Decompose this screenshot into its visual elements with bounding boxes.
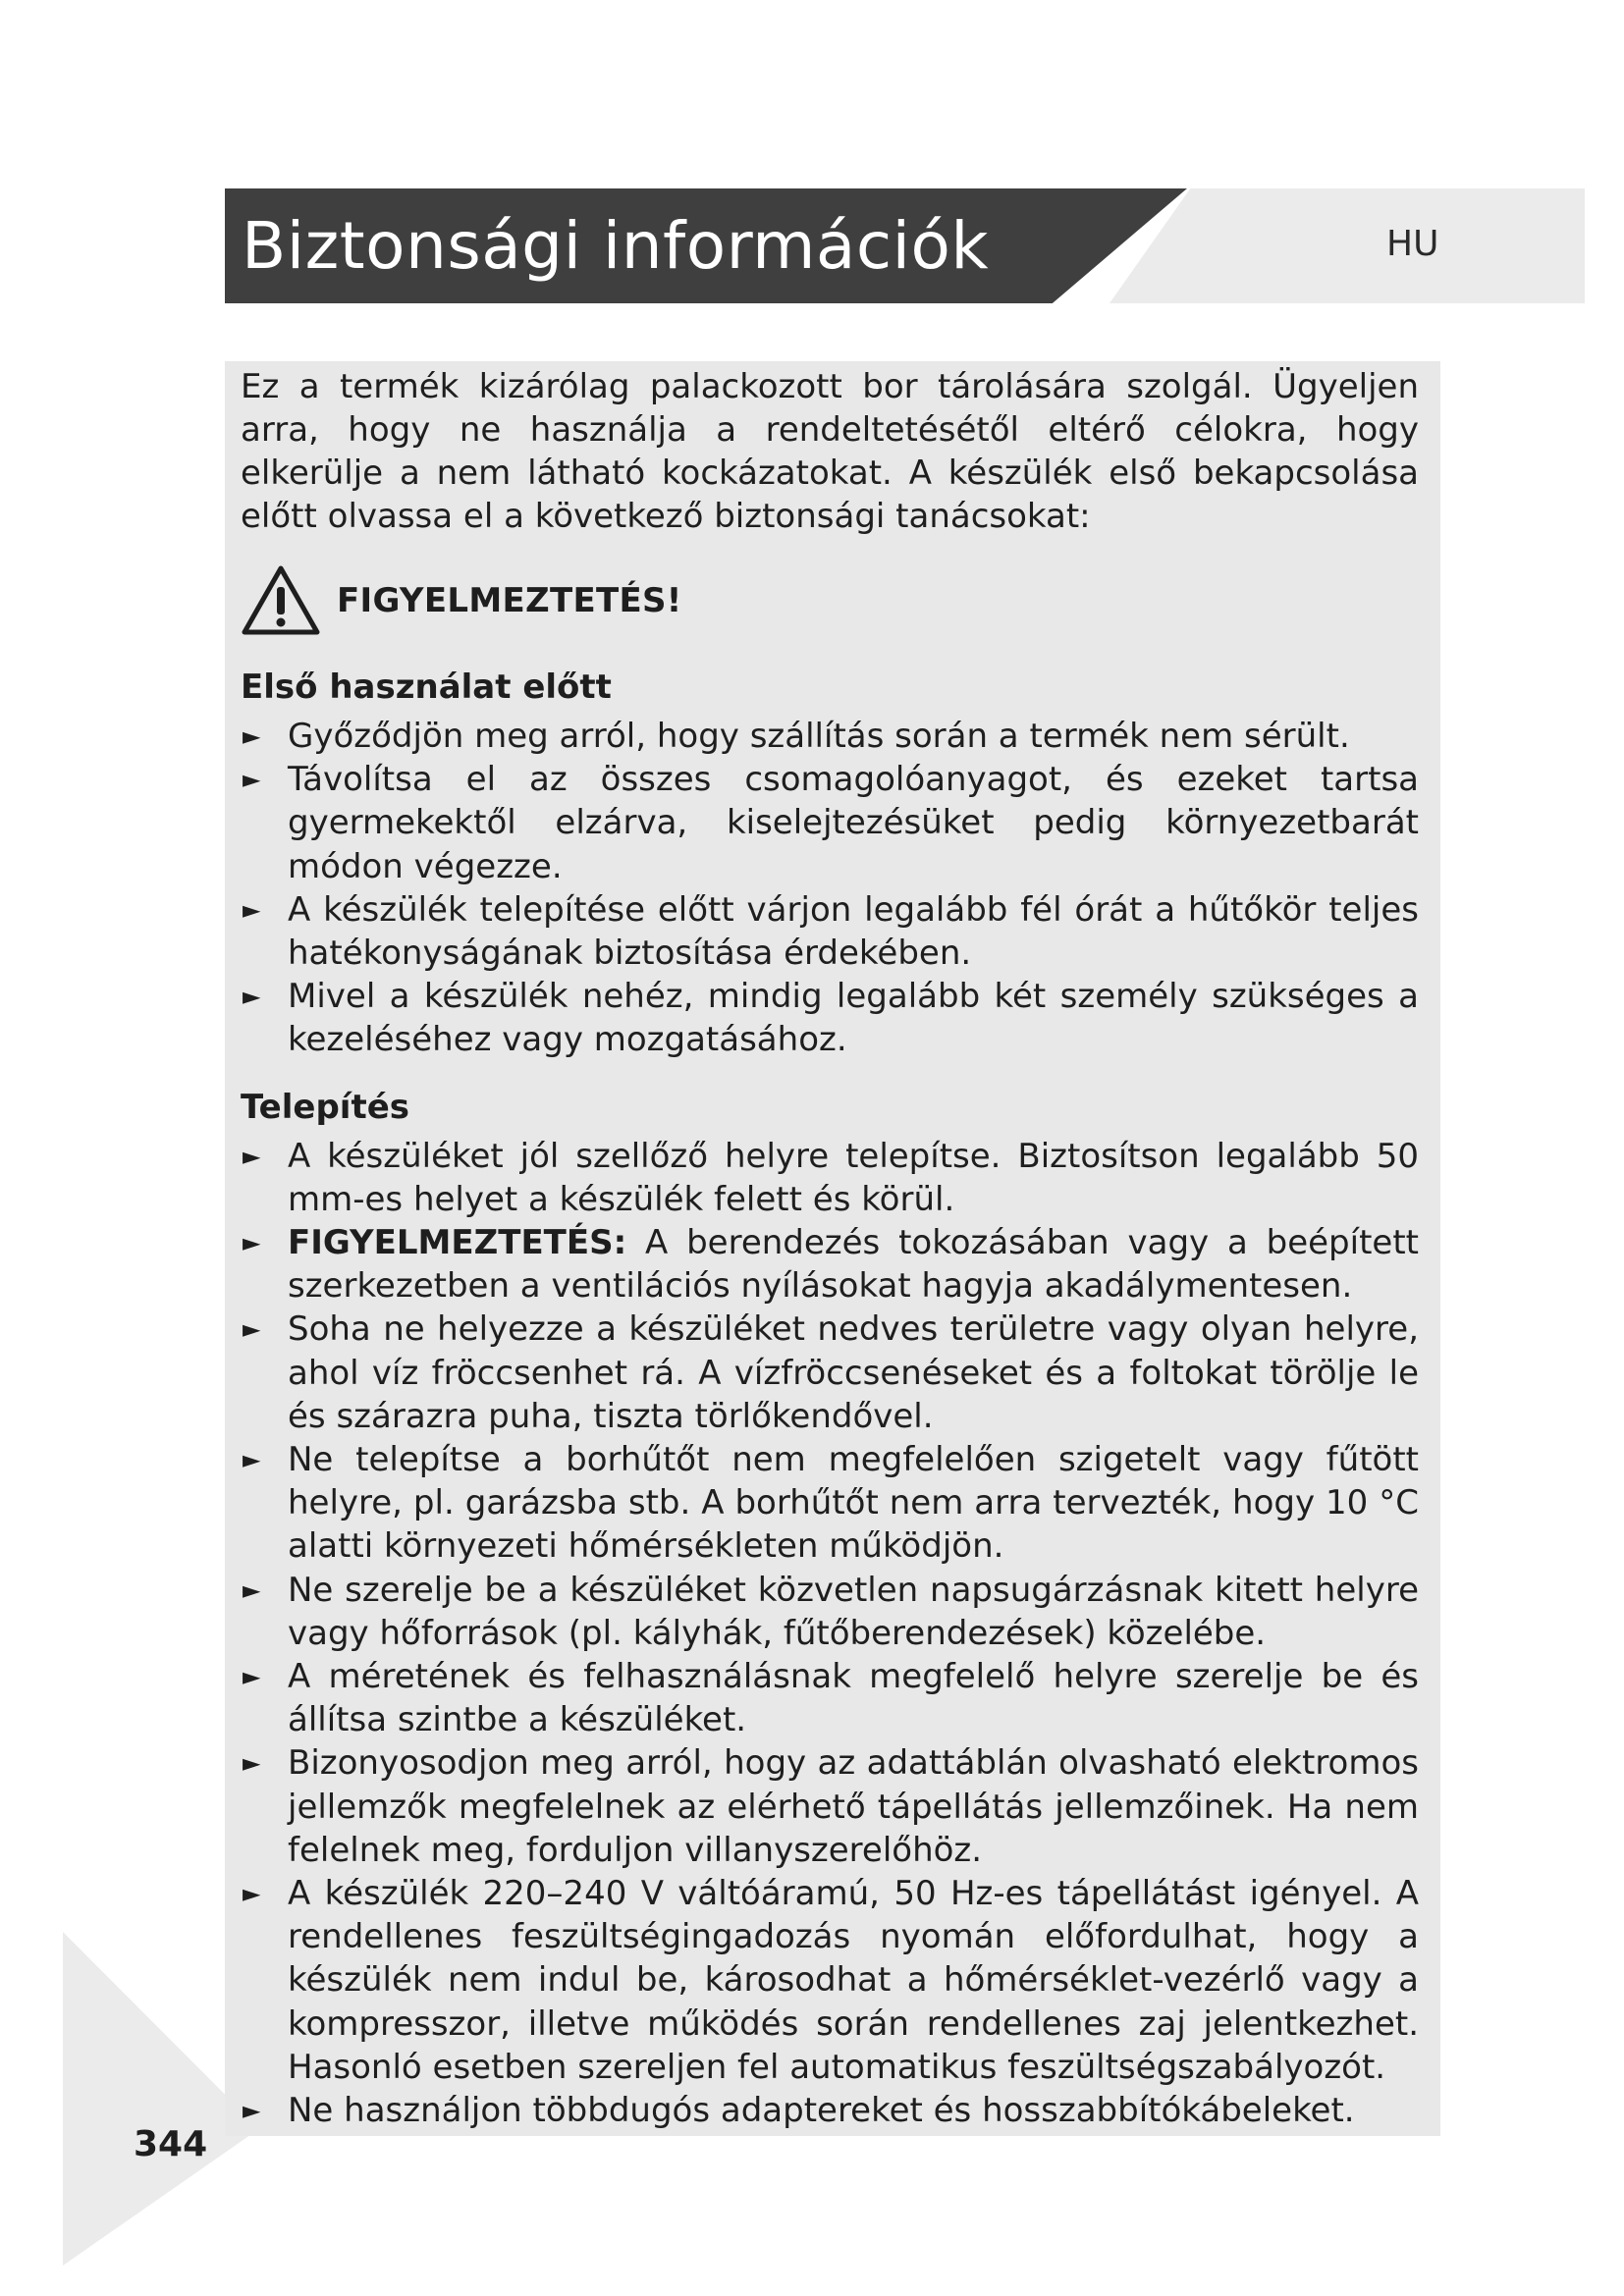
language-code: HU	[1386, 224, 1439, 264]
section-heading-installation: Telepítés	[241, 1087, 409, 1127]
list-item: ► A készülék 220–240 V váltóáramú, 50 Hz-es tápellátást igényel. A rendellenes feszültségingadozás nyomán előfordulhat, hogy a készülék nem indul be, károsodhat a hőmérséklet-vezérlő vagy a kompresszor, illetve működés során rendellenes zaj jelentkezhet. Hasonló esetben szereljen fel automatikus feszültségszabályozót.	[241, 1872, 1419, 2089]
list-item: ► A készülék telepítése előtt várjon legalább fél órát a hűtőkör teljes hatékonyságának biztosítása érdekében.	[241, 888, 1419, 975]
list-item: ► A méretének és felhasználásnak megfelelő helyre szerelje be és állítsa szintbe a készüléket.	[241, 1655, 1419, 1741]
page-number: 344	[134, 2124, 208, 2164]
warning-triangle-icon	[241, 563, 321, 638]
list-item: ► Győződjön meg arról, hogy szállítás során a termék nem sérült.	[241, 715, 1419, 758]
list-item	[241, 1221, 1419, 1308]
list-item: ► Ne szerelje be a készüléket közvetlen napsugárzásnak kitett helyre vagy hőforrások (pl. kályhák, fűtőberendezések) közelébe.	[241, 1569, 1419, 1655]
intro-paragraph: Ez a termék kizárólag palackozott bor tárolására szolgál. Ügyeljen arra, hogy ne használja a rendeltetésétől eltérő célokra, hogy elkerülje a nem látható kockázatokat. A készülék első bekapcsolása előtt olvassa el a következő biztonsági tanácsokat:	[241, 367, 1419, 536]
warning-label: FIGYELMEZTETÉS!	[337, 581, 682, 620]
list-item: ► Soha ne helyezze a készüléket nedves területre vagy olyan helyre, ahol víz fröccsenhet rá. A vízfröccsenéseket és a foltokat törölje le és szárazra puha, tiszta törlőkendővel.	[241, 1308, 1419, 1438]
list-item: ► A készüléket jól szellőző helyre telepítse. Biztosítson legalább 50 mm-es helyet a készülék felett és körül.	[241, 1135, 1419, 1221]
page-title: Biztonsági információk	[242, 208, 990, 284]
list-item: ► Ne használjon többdugós adaptereket és hosszabbítókábeleket.	[241, 2089, 1419, 2132]
list-item: ► Ne telepítse a borhűtőt nem megfelelően szigetelt vagy fűtött helyre, pl. garázsba stb. A borhűtőt nem arra tervezték, hogy 10 °C alatti környezeti hőmérsékleten működjön.	[241, 1438, 1419, 1569]
section-heading-first-use: Első használat előtt	[241, 667, 612, 707]
warning-prefix: FIGYELMEZTETÉS:	[288, 1223, 627, 1263]
list-item: ► Mivel a készülék nehéz, mindig legalább két személy szükséges a kezeléséhez vagy mozgatásához.	[241, 975, 1419, 1061]
first-use-list	[241, 715, 1419, 1062]
list-item-text: A berendezés tokozásában vagy a beépített szerkezetben a ventilációs nyílásokat hagyja akadálymentesen.	[288, 1223, 1420, 1307]
header-language-tab	[1110, 188, 1585, 303]
list-item: ► Bizonyosodjon meg arról, hogy az adattáblán olvasható elektromos jellemzők megfelelnek az elérhető tápellátás jellemzőinek. Ha nem felelnek meg, forduljon villanyszerelőhöz.	[241, 1741, 1419, 1872]
list-item: ► Távolítsa el az összes csomagolóanyagot, és ezeket tartsa gyermekektől elzárva, kiselejtezésüket pedig környezetbarát módon végezze.	[241, 758, 1419, 888]
warning-block	[241, 560, 1419, 642]
safety-info-box	[225, 361, 1440, 2136]
installation-list	[241, 1135, 1419, 2133]
